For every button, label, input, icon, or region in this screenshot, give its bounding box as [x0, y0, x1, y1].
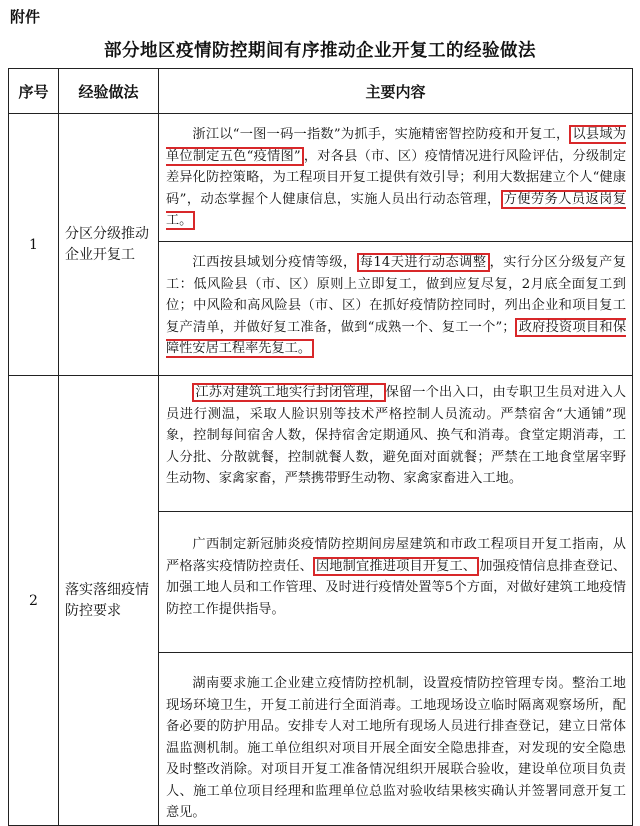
page-title: 部分地区疫情防控期间有序推动企业开复工的经验做法	[104, 41, 536, 61]
row-method: 落实落细疫情防控要求	[59, 376, 159, 826]
highlight-box: 方便劳务人员返岗复工。	[166, 191, 626, 228]
table-row	[9, 114, 633, 242]
content-text: 加强疫情信息排查登记、加强工地人员和工作管理、及时进行疫情处置等5个方面，对做好建筑工地疫情防控工作提供指导。	[166, 558, 627, 617]
content-paragraph	[166, 124, 626, 232]
row-number: 2	[9, 376, 59, 826]
content-cell	[159, 376, 633, 512]
content-text: 浙江以“一图一码一指数”为抓手，实施精密智控防疫和开复工，	[192, 127, 570, 142]
content-cell	[159, 114, 633, 242]
attachment-label: 附件	[10, 8, 41, 26]
content-cell	[159, 653, 633, 826]
content-text: 保留一个出入口，由专职卫生员对进入人员进行测温，采取人脸识别等技术严格控制人员流动。严禁宿舍“大通铺”现象，控制每间宿舍人数，保持宿舍定期通风、换气和消毒。食堂定期消毒，工人分批、分散就餐，控制就餐人数，避免面对面就餐；严禁在工地食堂屠宰野生动物、家禽家畜，严禁携带野生动物、家禽家畜进入工地。	[166, 385, 627, 486]
table-header-row	[9, 69, 633, 114]
experience-table	[8, 68, 633, 826]
content-text: 湖南要求施工企业建立疫情防控机制，设置疫情防控管理专岗。整治工地现场环境卫生，开复工前进行全面消毒。工地现场设立临时隔离观察场所，配备必要的防护用品。安排专人对工地所有现场人员进行排查登记，建立日常体温监测机制。施工单位组织对项目开展全面安全隐患排查，对发现的安全隐患及时整改消除。对项目开复工准备情况组织开展联合验收，建设单位项目负责人、施工单位项目经理和监理单位总监对验收结果核实确认并签署同意开复工意见。	[166, 676, 626, 820]
column-header-number: 序号	[9, 69, 59, 114]
content-text: ，实行分区分级复产复工：低风险县（市、区）原则上立即复工，做到应复尽复，2月底全面复工到位；中风险和高风险县（市、区）在抓好疫情防控同时，列出企业和项目复工复产清单，并做好复工准备，做到“成熟一个、复工一个”；	[166, 255, 627, 335]
column-header-content: 主要内容	[159, 69, 633, 114]
content-paragraph	[166, 673, 626, 824]
row-method: 分区分级推动企业开复工	[59, 114, 159, 376]
row-number: 1	[9, 114, 59, 376]
highlight-box: 政府投资项目和保障性安居工程率先复工。	[166, 319, 627, 356]
highlight-box: 每14天进行动态调整	[357, 253, 490, 272]
highlight-box: 以县域为单位制定五色“疫情图”	[166, 127, 626, 164]
column-header-method: 经验做法	[59, 69, 159, 114]
content-paragraph	[166, 382, 626, 490]
highlight-box: 因地制宜推进项目开复工、	[313, 557, 479, 576]
content-paragraph	[166, 252, 626, 360]
content-text: 江西按县域划分疫情等级，	[192, 255, 357, 270]
content-cell	[159, 242, 633, 376]
content-paragraph	[166, 534, 626, 620]
content-text: 广西制定新冠肺炎疫情防控期间房屋建筑和市政工程项目开复工指南，从严格落实疫情防控责任、	[166, 537, 626, 574]
content-cell	[159, 512, 633, 653]
table-row	[9, 376, 633, 512]
content-text: ，对各县（市、区）疫情情况进行风险评估，分级制定差异化防控策略，为工程项目开复工提供有效引导；利用大数据建立个人“健康码”，动态掌握个人健康信息，实施人员出行动态管理，	[166, 148, 627, 207]
highlight-box: 江苏对建筑工地实行封闭管理，	[192, 383, 385, 402]
